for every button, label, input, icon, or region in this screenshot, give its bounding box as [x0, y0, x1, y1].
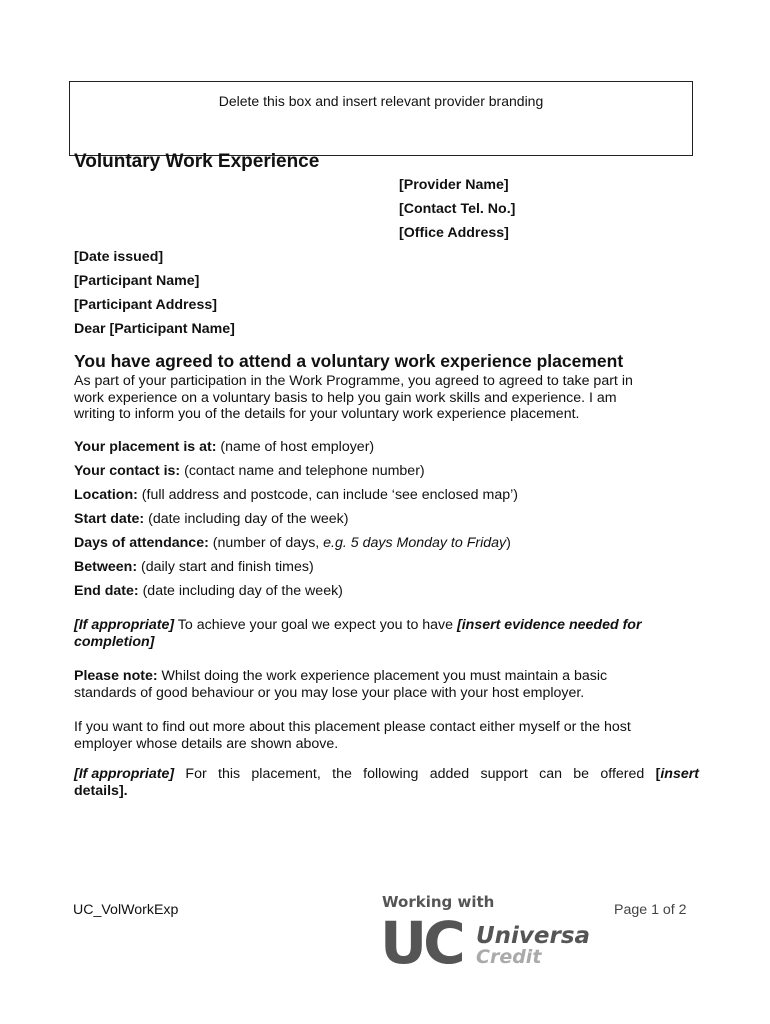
evidence-placeholder: completion]	[74, 633, 155, 650]
detail-value: (date including day of the week)	[144, 511, 349, 527]
detail-value: )	[506, 535, 511, 551]
participant-address: [Participant Address]	[74, 297, 217, 313]
logo-universal: Universal	[476, 923, 590, 949]
participant-name: [Participant Name]	[74, 273, 200, 289]
bracket: [	[655, 766, 661, 782]
detail-value: (daily start and finish times)	[137, 559, 314, 575]
provider-name: [Provider Name]	[399, 177, 509, 193]
note-line	[74, 668, 699, 685]
support-line	[74, 783, 699, 800]
support-word: be	[573, 766, 590, 782]
goal-text: To achieve your goal we expect you to have	[174, 617, 457, 633]
detail-label: Start date:	[74, 511, 145, 527]
note-text: Whilst doing the work experience placement you must maintain a basic	[157, 668, 608, 684]
section-heading: You have agreed to attend a voluntary work experience placement	[74, 351, 624, 371]
logo-working-with: Working with	[382, 893, 495, 911]
detail-label: Between:	[74, 559, 138, 575]
support-word: can	[539, 766, 562, 782]
intro-line: work experience on a voluntary basis to help you gain work skills and experience. I am	[74, 389, 617, 406]
detail-start-date	[74, 511, 348, 527]
support-line	[74, 766, 699, 783]
contact-line: If you want to find out more about this placement please contact either myself or the host	[74, 719, 631, 735]
support-word: following	[363, 766, 419, 782]
detail-label: Location:	[74, 487, 138, 503]
detail-label: Your placement is at:	[74, 439, 217, 455]
detail-placement	[74, 439, 374, 455]
support-word: For	[185, 766, 207, 782]
detail-value: (contact name and telephone number)	[180, 463, 425, 479]
branding-placeholder-box	[69, 81, 693, 156]
detail-end-date	[74, 583, 343, 599]
detail-days-attendance	[74, 535, 511, 551]
note-paragraph	[74, 668, 699, 701]
branding-placeholder-text: Delete this box and insert relevant provider branding	[218, 93, 544, 109]
universal-credit-logo	[380, 890, 590, 970]
support-word: added	[429, 766, 470, 782]
evidence-placeholder: [insert evidence needed for	[457, 617, 642, 633]
provider-address: [Office Address]	[399, 225, 509, 241]
support-word: offered	[600, 766, 645, 782]
detail-contact	[74, 463, 425, 479]
detail-label: End date:	[74, 583, 139, 599]
provider-tel: [Contact Tel. No.]	[399, 201, 516, 217]
detail-between	[74, 559, 314, 575]
support-word: the	[332, 766, 352, 782]
detail-value: (number of days,	[208, 535, 324, 551]
logo-credit: Credit	[476, 946, 542, 968]
detail-value: (date including day of the week)	[138, 583, 343, 599]
intro-line: writing to inform you of the details for your voluntary work experience placement.	[74, 406, 580, 423]
support-word: this	[218, 766, 241, 782]
contact-paragraph	[74, 719, 699, 752]
note-label: Please note:	[74, 668, 158, 684]
if-appropriate-tag: [If appropriate]	[74, 766, 175, 782]
detail-label: Your contact is:	[74, 463, 181, 479]
date-issued: [Date issued]	[74, 249, 164, 265]
page-number: Page 1 of 2	[614, 902, 687, 918]
detail-value: (name of host employer)	[216, 439, 375, 455]
detail-label: Days of attendance:	[74, 535, 209, 551]
uc-logo-graphic	[380, 890, 590, 970]
detail-value: (full address and postcode, can include ‘see enclosed map’)	[137, 487, 518, 503]
goal-line	[74, 634, 699, 651]
if-appropriate-tag: [If appropriate]	[74, 617, 175, 633]
support-word: support	[480, 766, 528, 782]
goal-line	[74, 617, 699, 634]
contact-line: employer whose details are shown above.	[74, 735, 339, 752]
salutation: Dear [Participant Name]	[74, 321, 235, 337]
insert-placeholder: insert	[660, 766, 699, 782]
document-title: Voluntary Work Experience	[74, 151, 320, 172]
logo-uc: UC	[380, 909, 462, 970]
goal-paragraph	[74, 617, 699, 650]
support-paragraph	[74, 766, 699, 799]
support-word: placement,	[251, 766, 321, 782]
intro-paragraph	[74, 373, 699, 423]
document-code: UC_VolWorkExp	[73, 902, 179, 918]
intro-line: As part of your participation in the Work Programme, you agreed to agreed to take part in	[74, 373, 633, 389]
details-placeholder: details].	[74, 782, 128, 799]
note-line: standards of good behaviour or you may lose your place with your host employer.	[74, 684, 585, 701]
detail-location	[74, 487, 518, 503]
detail-value-example: e.g. 5 days Monday to Friday	[323, 535, 507, 551]
